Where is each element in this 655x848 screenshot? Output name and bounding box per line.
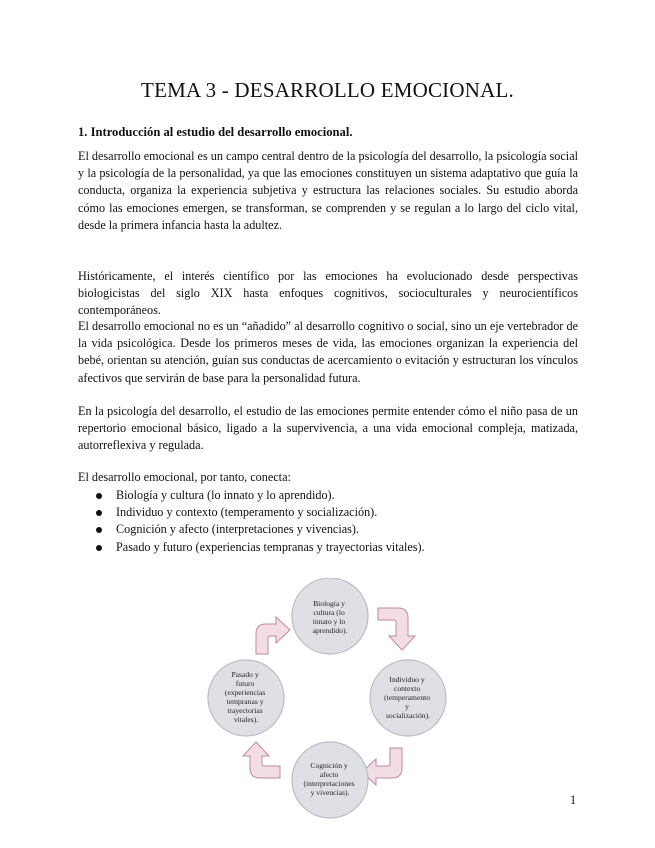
section-heading: 1. Introducción al estudio del desarrollo emocional.: [78, 125, 353, 139]
list-item: Pasado y futuro (experiencias tempranas y trayectorias vitales).: [78, 539, 425, 556]
node-label: Pasado y futuro (experiencias tempranas y trayectorias vitales).: [224, 670, 266, 724]
list-lead: El desarrollo emocional, por tanto, conecta:: [78, 470, 291, 484]
bullet-icon: [96, 493, 102, 499]
bullet-icon: [96, 527, 102, 533]
node-cognicion-afecto: [292, 742, 368, 818]
paragraph-3: El desarrollo emocional no es un “añadido” al desarrollo cognitivo o social, sino un eje vertebrador de la vida psicológica. Desde los primeros meses de vida, las emociones organizan la experiencia del bebé, orientan su atención, guían sus conductas de acercamiento o evitación y estructuran los vínculos afectivos que servirán de base para la personalidad futura.: [78, 319, 578, 385]
node-pasado-futuro: [208, 660, 284, 736]
list-item: Cognición y afecto (interpretaciones y vivencias).: [78, 521, 425, 538]
bullet-icon: [96, 510, 102, 516]
page-number: 1: [570, 793, 577, 807]
arrow-top-left-icon: [256, 617, 290, 654]
paragraph-2: Históricamente, el interés científico por las emociones ha evolucionado desde perspectivas biologicistas del siglo XIX hasta enfoques cognitivos, socioculturales y neurocientíficos contemporáneos.: [78, 269, 578, 318]
paragraph-1: El desarrollo emocional es un campo central dentro de la psicología del desarrollo, la psicología social y la psicología de la personalidad, ya que las emociones constituyen un sistema adaptativo que guía la conducta, organiza la experiencia subjetiva y estructura las relaciones sociales. Su estudio aborda cómo las emociones emergen, se transforman, se comprenden y se regulan a lo largo del ciclo vital, desde la primera infancia hasta la adultez.: [78, 149, 578, 232]
bullet-icon: [96, 545, 102, 551]
list-item: Biología y cultura (lo innato y lo aprendido).: [78, 487, 425, 504]
arrow-top-right-icon: [378, 608, 415, 650]
node-label: Cognición y afecto (interpretaciones y vivencias).: [303, 761, 355, 797]
node-biologia-cultura: [292, 578, 368, 654]
list-item: Individuo y contexto (temperamento y socialización).: [78, 504, 425, 521]
node-label: Individuo y contexto (temperamento y socialización).: [384, 675, 431, 720]
page-title: TEMA 3 - DESARROLLO EMOCIONAL.: [141, 78, 514, 102]
arrow-bottom-left-icon: [243, 742, 280, 778]
node-label: Biología y cultura (lo innato y lo aprendido).: [312, 599, 348, 635]
cycle-diagram: [198, 578, 458, 824]
bullet-list: [78, 487, 425, 556]
node-individuo-contexto: [370, 660, 446, 736]
paragraph-4: En la psicología del desarrollo, el estudio de las emociones permite entender cómo el niño pasa de un repertorio emocional básico, ligado a la supervivencia, a una vida emocional compleja, matizada, autorreflexiva y regulada.: [78, 404, 578, 453]
